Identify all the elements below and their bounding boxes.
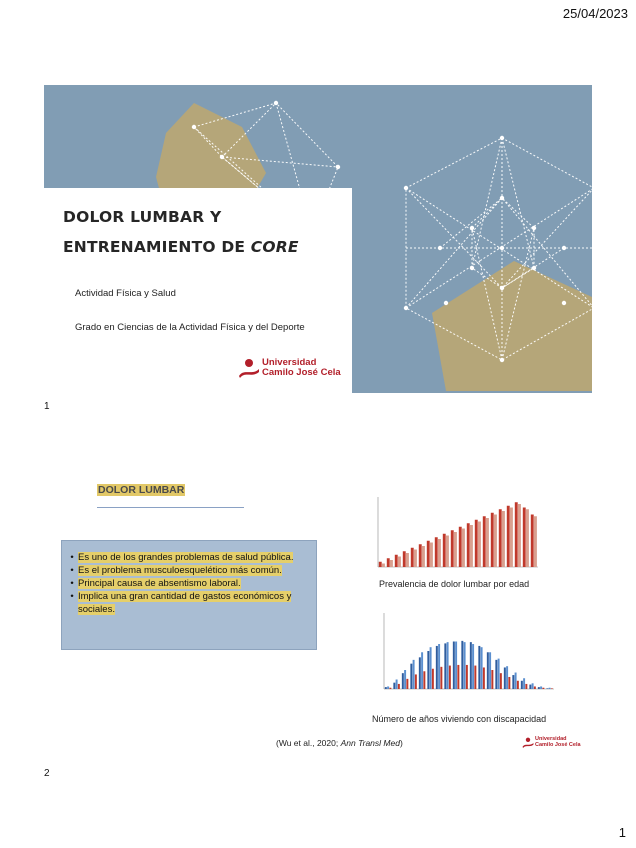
- title-emphasis: CORE: [250, 238, 299, 256]
- logo-figure-icon: [522, 737, 534, 748]
- list-item: • Es el problema musculoesquelético más común.: [70, 565, 282, 576]
- chart-bar: [523, 508, 526, 568]
- chart-bar: [438, 539, 441, 567]
- chart-bar: [470, 525, 473, 567]
- chart-bar: [387, 558, 390, 567]
- chart-bar: [474, 666, 476, 689]
- chart-bar: [406, 553, 409, 567]
- chart-bar: [470, 642, 472, 689]
- chart-bar: [518, 504, 521, 567]
- chart-bar: [525, 684, 527, 689]
- chart-bar: [504, 667, 506, 689]
- chart-bar: [453, 642, 455, 690]
- chart-bar: [430, 647, 432, 689]
- chart-bar: [475, 520, 478, 567]
- subject-name: Actividad Física y Salud: [75, 288, 176, 299]
- chart-bar: [467, 523, 470, 567]
- slide-2: [44, 465, 592, 773]
- chart-bar: [542, 688, 544, 689]
- chart-bar: [500, 673, 502, 689]
- chart-bar: [489, 652, 491, 689]
- chart2-caption: Número de años viviendo con discapacidad: [372, 714, 547, 724]
- chart-bar: [466, 665, 468, 689]
- chart-bar: [507, 506, 510, 567]
- chart-bar: [508, 677, 510, 689]
- chart-bar: [393, 683, 395, 689]
- page-number: 1: [618, 825, 626, 840]
- list-item: • Implica una gran cantidad de gastos económicos y sociales.: [70, 591, 292, 615]
- bullet-list: [61, 540, 317, 650]
- chart-bar: [414, 550, 417, 568]
- chart-bar: [502, 511, 505, 567]
- citation-journal: Ann Transl Med: [340, 738, 400, 748]
- chart-bar: [540, 686, 542, 689]
- chart-bar: [436, 646, 438, 689]
- section-divider: [97, 507, 244, 508]
- chart-bar: [478, 646, 480, 689]
- chart-bar: [390, 560, 393, 567]
- logo-line-2: Camilo José Cela: [262, 367, 341, 378]
- chart-bar: [449, 666, 451, 689]
- chart-bar: [472, 644, 474, 689]
- chart-bar: [415, 674, 417, 689]
- chart-bar: [427, 651, 429, 689]
- chart-bar: [387, 686, 389, 689]
- chart-bar: [423, 671, 425, 689]
- chart-bar: [491, 670, 493, 689]
- chart-bar: [404, 670, 406, 689]
- logo-figure-icon: [238, 358, 260, 378]
- prevalence-chart: [364, 489, 544, 579]
- chart-bar: [406, 679, 408, 689]
- chart-bar: [526, 509, 529, 567]
- chart-bar: [413, 660, 415, 689]
- chart-bar: [395, 555, 398, 567]
- chart-bar: [487, 652, 489, 689]
- university-logo: [238, 358, 341, 378]
- degree-name: Grado en Ciencias de la Actividad Física y del Deporte: [75, 322, 305, 333]
- logo-line-1: Universidad: [535, 736, 567, 742]
- chart-bar: [464, 642, 466, 689]
- chart-bar: [483, 516, 486, 567]
- chart-bar: [444, 643, 446, 689]
- chart-bar: [461, 641, 463, 689]
- chart-bar: [422, 546, 425, 567]
- chart-bar: [379, 562, 382, 567]
- chart1-caption: Prevalencia de dolor lumbar por edad: [379, 579, 530, 589]
- title-line-2: ENTRENAMIENTO DE CORE: [63, 238, 299, 256]
- chart-bar: [532, 683, 534, 689]
- chart-bar: [529, 685, 531, 689]
- chart-bar: [427, 541, 430, 567]
- chart-bar: [551, 688, 553, 689]
- title-panel: [44, 188, 352, 393]
- document-date: 25/04/2023: [562, 6, 628, 21]
- chart-bar: [531, 515, 534, 568]
- chart-bar: [455, 642, 457, 690]
- title-line-1: DOLOR LUMBAR Y: [63, 208, 222, 226]
- chart-bar: [389, 688, 391, 689]
- chart-bar: [457, 665, 459, 689]
- citation: (Wu et al., 2020; Ann Transl Med): [276, 738, 403, 748]
- list-item: • Principal causa de absentismo laboral.: [70, 578, 241, 589]
- chart-bar: [512, 675, 514, 689]
- chart-bar: [538, 687, 540, 689]
- chart-bar: [411, 548, 414, 567]
- chart-bar: [462, 529, 465, 568]
- chart-bar: [403, 551, 406, 567]
- chart-bar: [534, 686, 536, 689]
- section-title: DOLOR LUMBAR: [98, 484, 185, 496]
- chart-bar: [419, 544, 422, 567]
- chart-bar: [499, 509, 502, 567]
- chart-bar: [396, 680, 398, 690]
- chart-bar: [398, 684, 400, 689]
- chart-bar: [510, 508, 513, 568]
- chart-bar: [410, 664, 412, 689]
- slide-1: [44, 85, 592, 393]
- chart-bar: [432, 669, 434, 689]
- university-logo-small: [522, 737, 581, 749]
- chart-bar: [435, 537, 438, 567]
- chart-bar: [491, 513, 494, 567]
- chart-bar: [382, 564, 385, 568]
- chart-bar: [521, 681, 523, 689]
- chart-bar: [402, 673, 404, 689]
- chart-bar: [459, 527, 462, 567]
- chart-bar: [498, 659, 500, 689]
- chart-bar: [486, 518, 489, 567]
- slide-number-1: 1: [44, 401, 50, 412]
- chart-bar: [523, 678, 525, 689]
- chart-bar: [549, 688, 551, 689]
- list-item: • Es uno de los grandes problemas de salud pública.: [70, 552, 294, 563]
- chart-bar: [421, 652, 423, 689]
- chart-bar: [494, 515, 497, 568]
- chart-bar: [430, 543, 433, 568]
- logo-line-2: Camilo José Cela: [535, 741, 581, 748]
- chart-bar: [506, 666, 508, 689]
- chart-bar: [454, 532, 457, 567]
- chart-bar: [419, 657, 421, 689]
- disability-years-chart: [370, 605, 560, 701]
- chart-bar: [438, 644, 440, 689]
- chart-bar: [483, 667, 485, 689]
- chart-bar: [447, 642, 449, 689]
- chart-bar: [478, 522, 481, 568]
- chart-bar: [446, 536, 449, 568]
- chart-bar: [398, 557, 401, 568]
- logo-line-1: Universidad: [262, 357, 317, 369]
- chart-bar: [517, 681, 519, 689]
- chart-bar: [495, 660, 497, 689]
- slide-number-2: 2: [44, 768, 50, 779]
- chart-bar: [534, 516, 537, 567]
- chart-bar: [385, 687, 387, 689]
- chart-bar: [481, 647, 483, 689]
- chart-bar: [440, 667, 442, 689]
- chart-bar: [443, 534, 446, 567]
- chart-bar: [451, 530, 454, 567]
- chart-bar: [546, 688, 548, 689]
- chart-bar: [515, 502, 518, 567]
- chart-bar: [515, 673, 517, 689]
